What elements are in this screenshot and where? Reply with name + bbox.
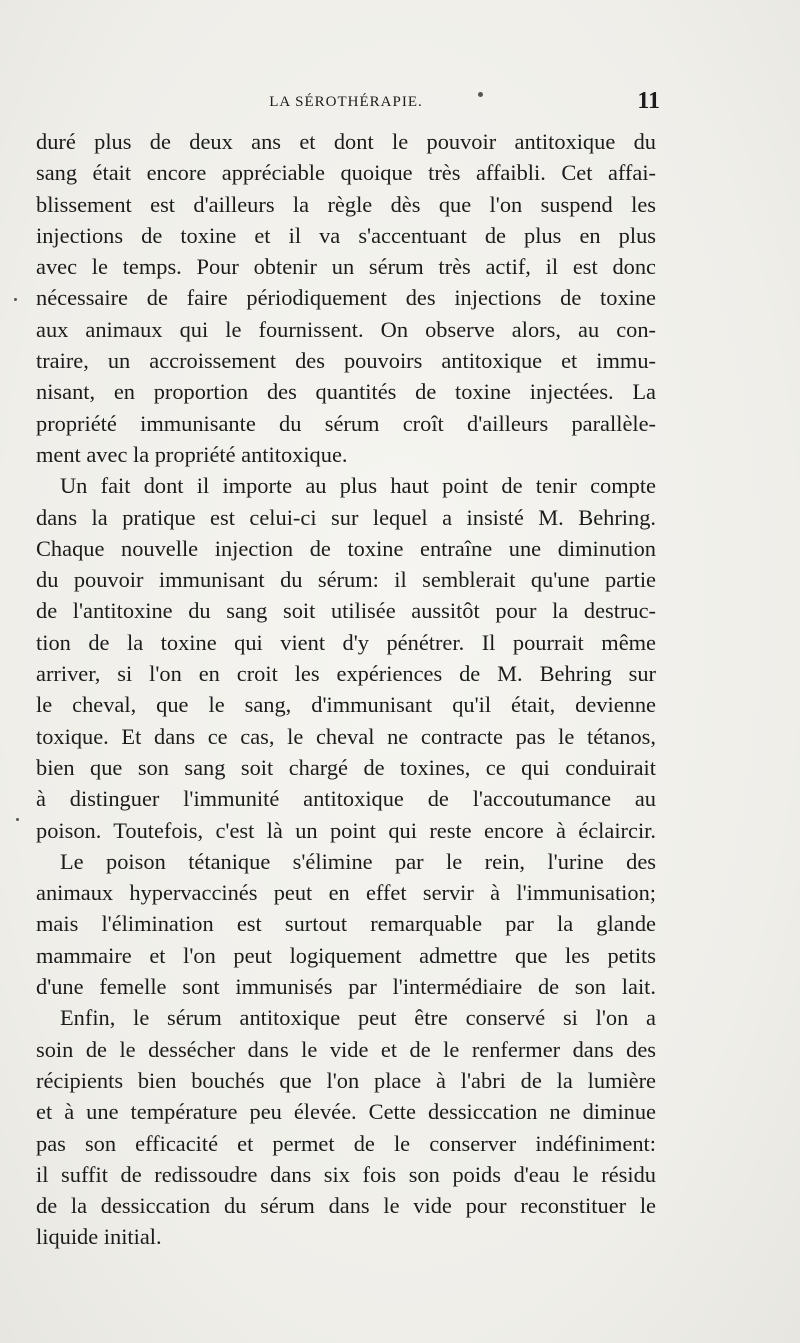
text-line: bien que son sang soit chargé de toxines, ce qui conduirait (36, 754, 656, 780)
text-line: à distinguer l'immunité antitoxique de l'accoutumance au (36, 786, 656, 812)
text-line: du pouvoir immunisant du sérum: il semblerait qu'une partie (36, 567, 656, 593)
ink-speck (16, 818, 19, 821)
text-line: duré plus de deux ans et dont le pouvoir antitoxique du (36, 129, 656, 154)
text-line: Chaque nouvelle injection de toxine entraîne une diminution (36, 535, 656, 561)
text-line: sang était encore appréciable quoique très affaibli. Cet affai- (36, 160, 656, 186)
text-line: avec le temps. Pour obtenir un sérum très actif, il est donc (36, 254, 656, 280)
text-line: tion de la toxine qui vient d'y pénétrer. Il pourrait même (36, 629, 656, 655)
text-line: animaux hypervaccinés peut en effet servir à l'immunisation; (36, 880, 656, 906)
text-line: le cheval, que le sang, d'immunisant qu'il était, devienne (36, 692, 656, 718)
text-line: Enfin, le sérum antitoxique peut être conservé si l'on a (60, 1005, 656, 1031)
text-line: toxique. Et dans ce cas, le cheval ne contracte pas le tétanos, (36, 723, 656, 749)
text-line: ment avec la propriété antitoxique. (36, 441, 348, 467)
text-line: poison. Toutefois, c'est là un point qui reste encore à éclaircir. (36, 817, 656, 843)
text-line: d'une femelle sont immunisés par l'intermédiaire de son lait. (36, 974, 656, 1000)
text-line: Un fait dont il importe au plus haut point de tenir compte (60, 473, 656, 499)
text-line: et à une température peu élevée. Cette dessiccation ne diminue (36, 1099, 656, 1125)
text-line: de la dessiccation du sérum dans le vide pour reconstituer le (36, 1193, 656, 1219)
page-number: 11 (637, 88, 660, 114)
running-title: LA SÉROTHÉRAPIE. (269, 94, 423, 110)
text-line: Le poison tétanique s'élimine par le rein, l'urine des (60, 848, 656, 874)
text-line: pas son efficacité et permet de le conserver indéfiniment: (36, 1130, 656, 1156)
text-line: mammaire et l'on peut logiquement admettre que les petits (36, 942, 656, 968)
text-line: nisant, en proportion des quantités de toxine injectées. La (36, 379, 656, 405)
text-line: il suffit de redissoudre dans six fois son poids d'eau le résidu (36, 1161, 656, 1187)
text-line: de l'antitoxine du sang soit utilisée aussitôt pour la destruc- (36, 598, 656, 624)
text-line: traire, un accroissement des pouvoirs antitoxique et immu- (36, 348, 656, 374)
text-line: propriété immunisante du sérum croît d'ailleurs parallèle- (36, 410, 656, 436)
text-line: aux animaux qui le fournissent. On observe alors, au con- (36, 316, 656, 342)
ink-speck (478, 92, 483, 97)
text-line: liquide initial. (36, 1224, 162, 1250)
text-line: injections de toxine et il va s'accentuant de plus en plus (36, 222, 656, 248)
ink-speck (14, 298, 17, 301)
text-line: mais l'élimination est surtout remarquable par la glande (36, 911, 656, 937)
text-line: soin de le dessécher dans le vide et de le renfermer dans des (36, 1036, 656, 1062)
running-head (36, 88, 660, 122)
text-line: nécessaire de faire périodiquement des injections de toxine (36, 285, 656, 311)
text-line: récipients bien bouchés que l'on place à l'abri de la lumière (36, 1067, 656, 1093)
text-line: arriver, si l'on en croit les expériences de M. Behring sur (36, 661, 656, 687)
text-line: dans la pratique est celui-ci sur lequel a insisté M. Behring. (36, 504, 656, 530)
body-text (36, 126, 656, 1253)
text-line: blissement est d'ailleurs la règle dès que l'on suspend les (36, 191, 656, 217)
